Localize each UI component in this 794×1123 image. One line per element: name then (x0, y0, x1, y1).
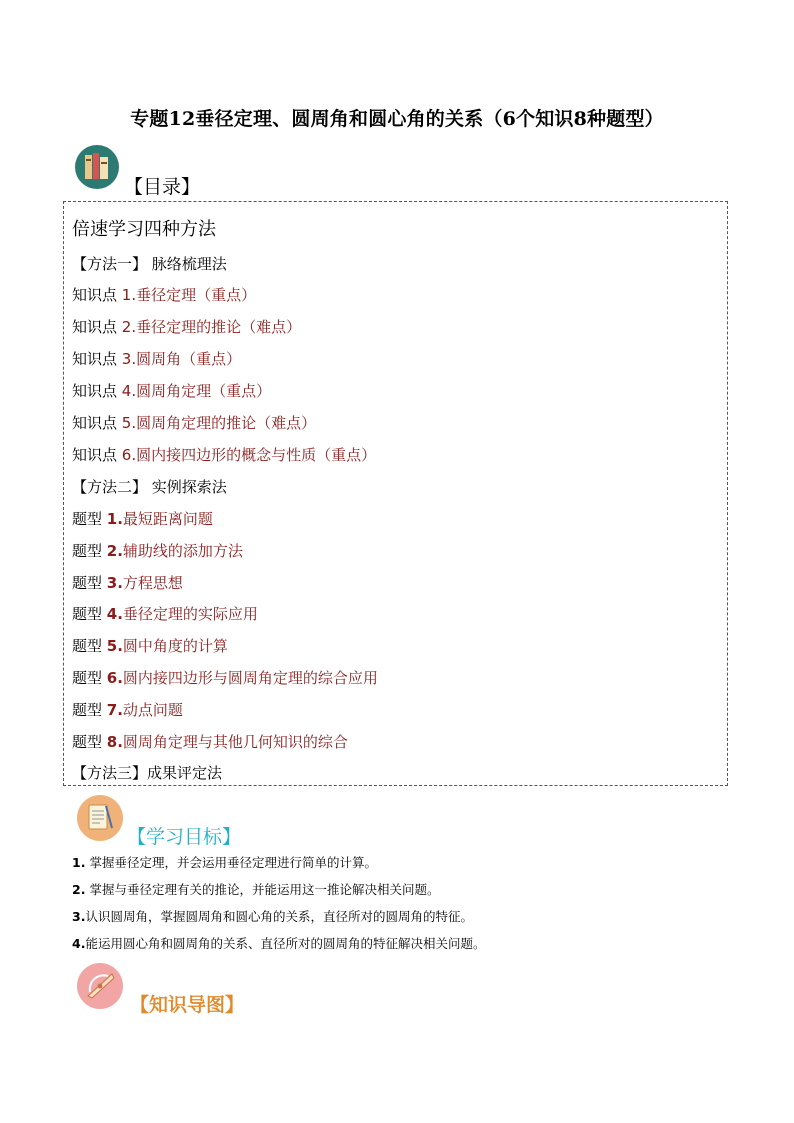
goal-item: 1. 掌握垂径定理，并会运用垂径定理进行简单的计算。 (72, 855, 377, 870)
books-icon (74, 144, 120, 190)
goal-item: 3.认识圆周角，掌握圆周角和圆心角的关系，直径所对的圆周角的特征。 (72, 909, 473, 924)
toc-method2: 【方法二】 实例探索法 (72, 478, 227, 496)
toc-knowledge-item[interactable]: 知识点 2.垂径定理的推论（难点） (72, 318, 302, 336)
toc-method3: 【方法三】成果评定法 (72, 764, 223, 782)
toc-type-item[interactable]: 题型 5.圆中角度的计算 (72, 637, 228, 655)
goals-header: 【学习目标】 (127, 826, 242, 848)
toc-type-item[interactable]: 题型 1.最短距离问题 (72, 510, 213, 528)
notebook-icon (76, 794, 124, 842)
toc-type-item[interactable]: 题型 2.辅助线的添加方法 (72, 542, 243, 560)
catalog-header: 【目录】 (124, 176, 201, 198)
toc-knowledge-item[interactable]: 知识点 3.圆周角（重点） (72, 350, 242, 368)
toc-type-item[interactable]: 题型 8.圆周角定理与其他几何知识的综合 (72, 733, 348, 751)
toc-knowledge-item[interactable]: 知识点 6.圆内接四边形的概念与性质（重点） (72, 446, 377, 464)
toc-type-item[interactable]: 题型 4.垂径定理的实际应用 (72, 605, 258, 623)
map-header: 【知识导图】 (130, 994, 245, 1016)
toc-method1: 【方法一】 脉络梳理法 (72, 255, 227, 273)
goal-item: 4.能运用圆心角和圆周角的关系、直径所对的圆周角的特征解决相关问题。 (72, 936, 486, 951)
toc-type-item[interactable]: 题型 3.方程思想 (72, 574, 183, 592)
toc-knowledge-item[interactable]: 知识点 1.垂径定理（重点） (72, 286, 257, 304)
toc-knowledge-item[interactable]: 知识点 4.圆周角定理（重点） (72, 382, 272, 400)
toc-type-item[interactable]: 题型 6.圆内接四边形与圆周角定理的综合应用 (72, 669, 378, 687)
toc-box (63, 201, 728, 786)
toc-knowledge-item[interactable]: 知识点 5.圆周角定理的推论（难点） (72, 414, 317, 432)
toc-heading: 倍速学习四种方法 (72, 219, 216, 240)
toc-type-item[interactable]: 题型 7.动点问题 (72, 701, 183, 719)
goal-item: 2. 掌握与垂径定理有关的推论，并能运用这一推论解决相关问题。 (72, 882, 440, 897)
page-title: 专题12垂径定理、圆周角和圆心角的关系（6个知识8种题型） (130, 108, 664, 130)
compass-ruler-icon (76, 962, 124, 1010)
